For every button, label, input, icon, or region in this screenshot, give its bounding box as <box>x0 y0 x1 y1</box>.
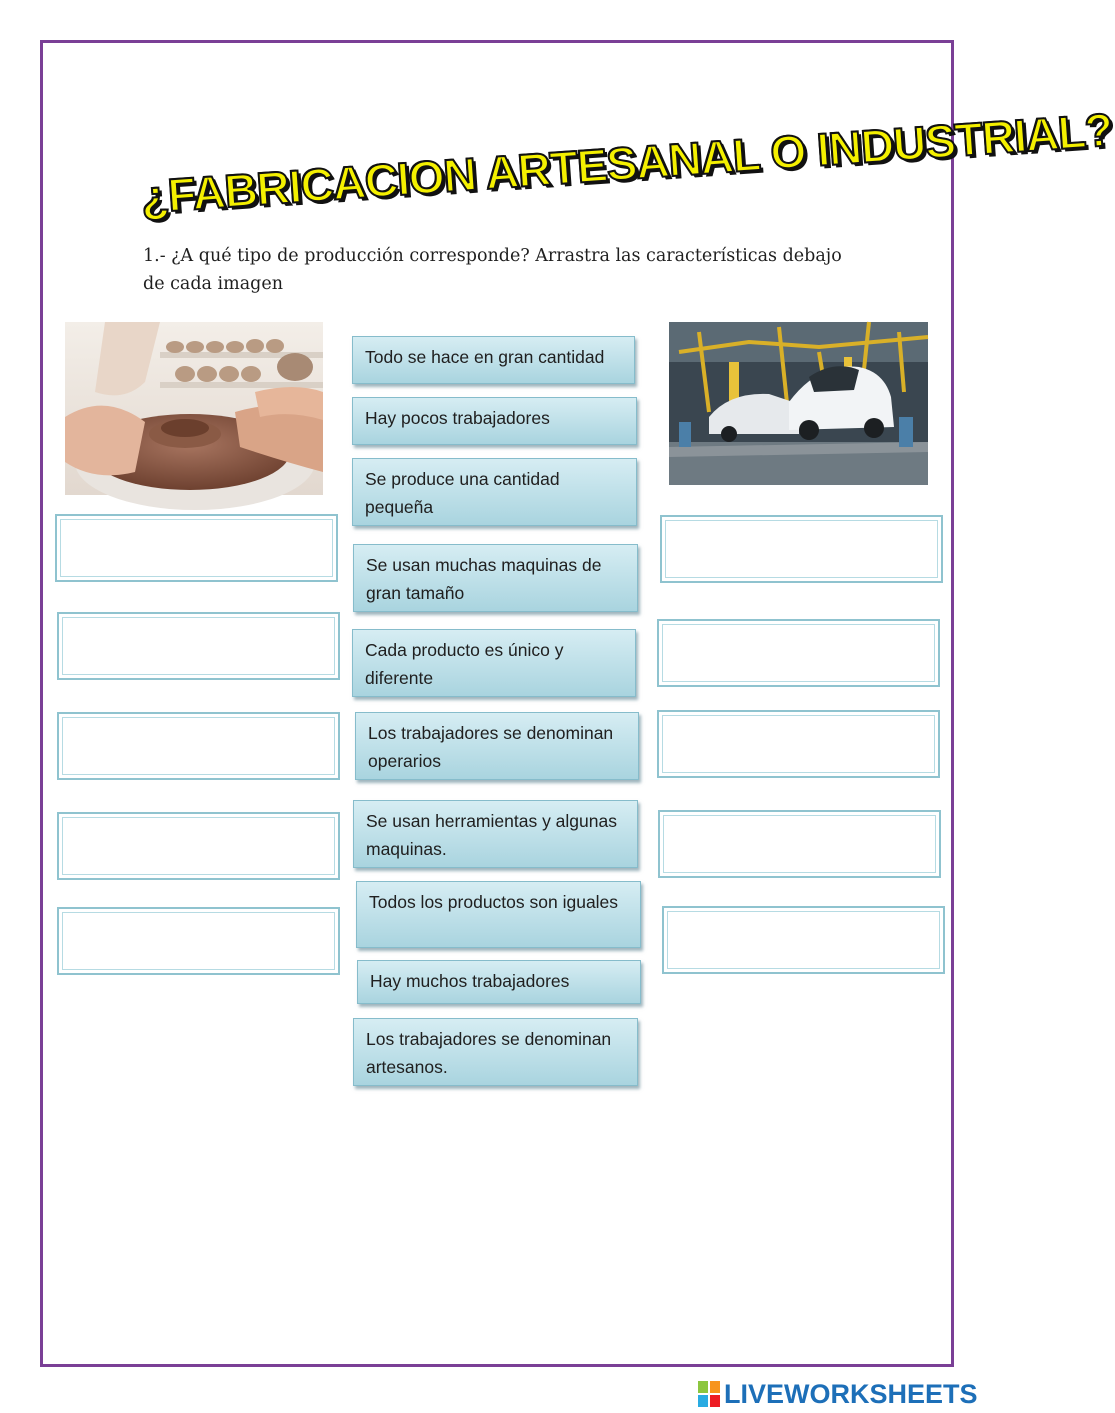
drop-zone-industrial-2[interactable] <box>657 619 940 687</box>
liveworksheets-logo-icon <box>698 1381 720 1407</box>
instruction-text: 1.- ¿A qué tipo de producción corresponde? Arrastra las características debajo de cada imagen <box>143 246 842 294</box>
drop-zone-industrial-4[interactable] <box>658 810 941 878</box>
pottery-photo <box>65 322 323 495</box>
chip-herramientas[interactable]: Se usan herramientas y algunas maquinas. <box>353 800 638 868</box>
chip-artesanos[interactable]: Los trabajadores se denominan artesanos. <box>353 1018 638 1086</box>
chip-producto-unico[interactable]: Cada producto es único y diferente <box>352 629 636 697</box>
chip-gran-cantidad[interactable]: Todo se hace en gran cantidad <box>352 336 635 384</box>
liveworksheets-brand[interactable] <box>698 1378 978 1410</box>
liveworksheets-wordmark: LIVEWORKSHEETS <box>724 1378 978 1409</box>
drop-zone-industrial-3[interactable] <box>657 710 940 778</box>
drop-zone-artesanal-2[interactable] <box>57 612 340 680</box>
drop-zone-artesanal-5[interactable] <box>57 907 340 975</box>
chip-cantidad-pequena[interactable]: Se produce una cantidad pequeña <box>352 458 637 526</box>
chip-productos-iguales[interactable]: Todos los productos son iguales <box>356 881 641 948</box>
chip-muchos-trabajadores[interactable]: Hay muchos trabajadores <box>357 960 641 1004</box>
drop-zone-artesanal-4[interactable] <box>57 812 340 880</box>
worksheet-title: ¿FABRICACION ARTESANAL O INDUSTRIAL? <box>139 103 1114 224</box>
drop-zone-artesanal-1[interactable] <box>55 514 338 582</box>
drop-zone-industrial-1[interactable] <box>660 515 943 583</box>
drop-zone-industrial-5[interactable] <box>662 906 945 974</box>
worksheet-frame <box>40 40 1114 1367</box>
car-factory-photo <box>669 322 928 485</box>
drop-zone-artesanal-3[interactable] <box>57 712 340 780</box>
chip-operarios[interactable]: Los trabajadores se denominan operarios <box>355 712 639 780</box>
chip-pocos-trabajadores[interactable]: Hay pocos trabajadores <box>352 397 637 445</box>
chip-maquinas-gran-tamano[interactable]: Se usan muchas maquinas de gran tamaño <box>353 544 638 612</box>
